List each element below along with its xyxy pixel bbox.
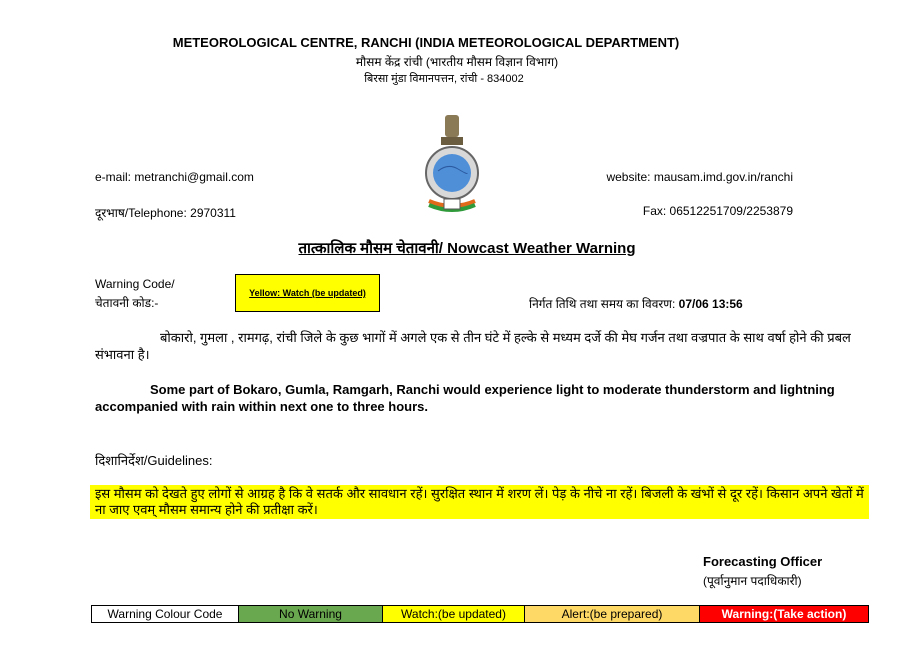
- signature-title: Forecasting Officer: [703, 554, 823, 569]
- legend-warning: Warning:(Take action): [700, 606, 868, 622]
- guidelines-text: इस मौसम को देखते हुए लोगों से आग्रह है कि वे सतर्क और सावधान रहें। सुरक्षित स्थान में शरण लें। पेड़ के नीचे ना रहें। बिजली के खंभों से दूर रहें। किसान अपने खेतों में ना जाए एवम् मौसम समान्य होने की प्रतीक्षा करें।: [95, 486, 864, 517]
- fax: Fax: 06512251709/2253879: [642, 204, 793, 218]
- guidelines-box: [90, 485, 869, 519]
- page-heading: तात्कालिक मौसम चेतावनी/ Nowcast Weather Warning: [298, 240, 636, 257]
- office-title: METEOROLOGICAL CENTRE, RANCHI (INDIA METEOROLOGICAL DEPARTMENT): [172, 35, 680, 50]
- email: e-mail: metranchi@gmail.com: [95, 170, 254, 184]
- message-hindi: बोकारो, गुमला , रामगढ़, रांची जिले के कुछ भागों में अगले एक से तीन घंटे में हल्के से मध्यम दर्जे की मेघ गर्जन तथा वज्रपात के साथ वर्षा होने की प्रबल संभावना है।: [95, 330, 851, 362]
- legend-header: Warning Colour Code: [92, 606, 239, 622]
- issued-value: 07/06 13:56: [678, 297, 743, 311]
- guidelines-label: दिशानिर्देश/Guidelines:: [95, 453, 213, 468]
- office-title-hindi: मौसम केंद्र रांची (भारतीय मौसम विज्ञान विभाग): [355, 55, 559, 69]
- website: website: mausam.imd.gov.in/ranchi: [606, 170, 793, 184]
- telephone: दूरभाष/Telephone: 2970311: [95, 206, 236, 220]
- imd-emblem-icon: [423, 113, 481, 217]
- warning-code-value: Yellow: Watch (be updated): [249, 288, 366, 298]
- warning-code-label-hi: चेतावनी कोड:-: [95, 296, 159, 310]
- message-english: Some part of Bokaro, Gumla, Ramgarh, Ranchi would experience light to moderate thunderstorm and lightning accompanied with rain within next one to three hours.: [95, 382, 835, 414]
- warning-colour-legend: [91, 605, 869, 623]
- legend-alert: Alert:(be prepared): [525, 606, 700, 622]
- issued-label: निर्गत तिथि तथा समय का विवरण:: [529, 297, 676, 311]
- office-address: बिरसा मुंडा विमानपत्तन, रांची - 834002: [364, 73, 524, 85]
- warning-code-badge: [235, 274, 380, 312]
- signature-title-hindi: (पूर्वानुमान पदाधिकारी): [703, 574, 802, 588]
- warning-code-label-en: Warning Code/: [95, 277, 175, 291]
- legend-no-warning: No Warning: [239, 606, 383, 622]
- legend-watch: Watch:(be updated): [383, 606, 525, 622]
